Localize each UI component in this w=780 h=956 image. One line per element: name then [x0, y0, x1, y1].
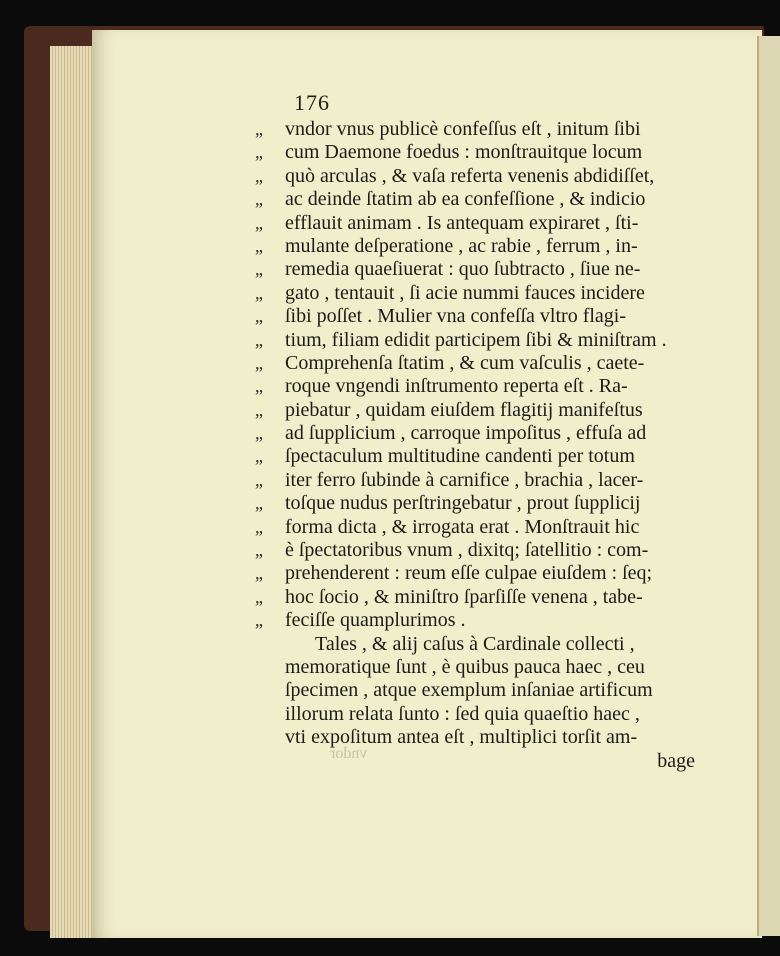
- line-text: gato , tentauit , ſi acie nummi fauces incidere: [285, 281, 645, 304]
- line-text: efflauit animam . Is antequam expiraret , ſti-: [285, 211, 639, 234]
- quotation-mark: „: [255, 540, 263, 561]
- quotation-mark: „: [255, 282, 263, 303]
- line-text: vti expoſitum antea eſt , multiplici torſit am-: [285, 726, 638, 749]
- line-text: Tales , & alij caſus à Cardinale collecti ,: [315, 632, 635, 655]
- line-text: quò arculas , & vaſa referta venenis abdidiſſet,: [285, 164, 655, 187]
- quotation-mark: „: [255, 469, 263, 490]
- text-line: [255, 352, 711, 375]
- facing-page-edge: [757, 36, 780, 936]
- text-line: [255, 539, 711, 562]
- text-line: [255, 609, 711, 632]
- quotation-mark: „: [255, 306, 263, 327]
- line-text: memoratique ſunt , è quibus pauca haec , ceu: [285, 655, 645, 678]
- quotation-mark: „: [255, 423, 263, 444]
- text-line: [255, 165, 711, 188]
- text-line: [255, 282, 711, 305]
- text-line: [255, 492, 711, 515]
- line-text: cum Daemone foedus : monſtrauitque locum: [285, 141, 643, 164]
- text-line: [255, 445, 711, 468]
- quotation-mark: „: [255, 259, 263, 280]
- text-line: [255, 188, 711, 211]
- text-line: [255, 329, 711, 352]
- text-line: [255, 212, 711, 235]
- quotation-mark: „: [255, 352, 263, 373]
- text-line: [255, 586, 711, 609]
- text-line: [255, 750, 711, 773]
- text-line: [255, 516, 711, 539]
- quotation-mark: „: [255, 563, 263, 584]
- quotation-mark: „: [255, 516, 263, 537]
- bleed-through-text: vndor: [330, 745, 368, 762]
- text-line: [255, 562, 711, 585]
- quotation-mark: „: [255, 399, 263, 420]
- line-text: remedia quaeſiuerat : quo ſubtracto , ſiue ne-: [285, 258, 641, 281]
- text-line: [255, 422, 711, 445]
- text-line: [255, 258, 711, 281]
- text-line: [255, 305, 711, 328]
- text-line: [255, 633, 711, 656]
- line-text: Comprehenſa ſtatim , & cum vaſculis , caete-: [285, 351, 645, 374]
- line-text: bage: [657, 749, 695, 772]
- quotation-mark: „: [255, 119, 263, 139]
- line-text: illorum relata ſunto : ſed quia quaeſtio haec ,: [285, 702, 640, 725]
- quotation-mark: „: [255, 610, 263, 631]
- page-number: 176: [294, 90, 330, 115]
- line-text: ac deinde ſtatim ab ea confeſſione , & indicio: [285, 188, 646, 211]
- text-line: [255, 469, 711, 492]
- text-line: [255, 703, 711, 726]
- body-text: [255, 118, 711, 773]
- text-line: [255, 375, 711, 398]
- line-text: hoc ſocio , & miniſtro ſparſiſſe venena , tabe-: [285, 585, 643, 608]
- text-line: [255, 399, 711, 422]
- line-text: mulante deſperatione , ac rabie , ferrum , in-: [285, 234, 638, 257]
- line-text: ſibi poſſet . Mulier vna confeſſa vltro flagi-: [285, 305, 627, 328]
- quotation-mark: „: [255, 165, 263, 186]
- quotation-mark: „: [255, 235, 263, 256]
- text-line: [255, 141, 711, 164]
- quotation-mark: „: [255, 329, 263, 350]
- text-line: [255, 679, 711, 702]
- text-line: [255, 235, 711, 258]
- line-text: toſque nudus perſtringebatur , prout ſupplicij: [285, 492, 641, 515]
- quotation-mark: „: [255, 493, 263, 514]
- line-text: prehenderent : reum eſſe culpae eiuſdem : ſeq;: [285, 562, 653, 585]
- line-text: forma dicta , & irrogata erat . Monſtrauit hic: [285, 515, 640, 538]
- line-text: vndor vnus publicè confeſſus eſt , initum ſibi: [285, 118, 641, 140]
- quotation-mark: „: [255, 212, 263, 233]
- line-text: piebatur , quidam eiuſdem flagitij manifeſtus: [285, 398, 643, 421]
- line-text: ad ſupplicium , carroque impoſitus , effuſa ad: [285, 422, 647, 445]
- line-text: tium, filiam edidit participem ſibi & miniſtram .: [285, 328, 667, 351]
- quotation-mark: „: [255, 586, 263, 607]
- line-text: ſpecimen , atque exemplum inſaniae artificum: [285, 679, 653, 702]
- line-text: roque vngendi inſtrumento reperta eſt . Ra-: [285, 375, 628, 398]
- text-line: [255, 656, 711, 679]
- quotation-mark: „: [255, 446, 263, 467]
- line-text: feciſſe quamplurimos .: [285, 609, 466, 632]
- line-text: iter ferro ſubinde à carnifice , brachia , lacer-: [285, 468, 644, 491]
- line-text: ſpectaculum multitudine candenti per totum: [285, 445, 635, 468]
- line-text: è ſpectatoribus vnum , dixitq; ſatellitio : com-: [285, 539, 649, 562]
- quotation-mark: „: [255, 142, 263, 163]
- quotation-mark: „: [255, 189, 263, 210]
- quotation-mark: „: [255, 376, 263, 397]
- text-line: [255, 726, 711, 749]
- text-line: [255, 118, 711, 141]
